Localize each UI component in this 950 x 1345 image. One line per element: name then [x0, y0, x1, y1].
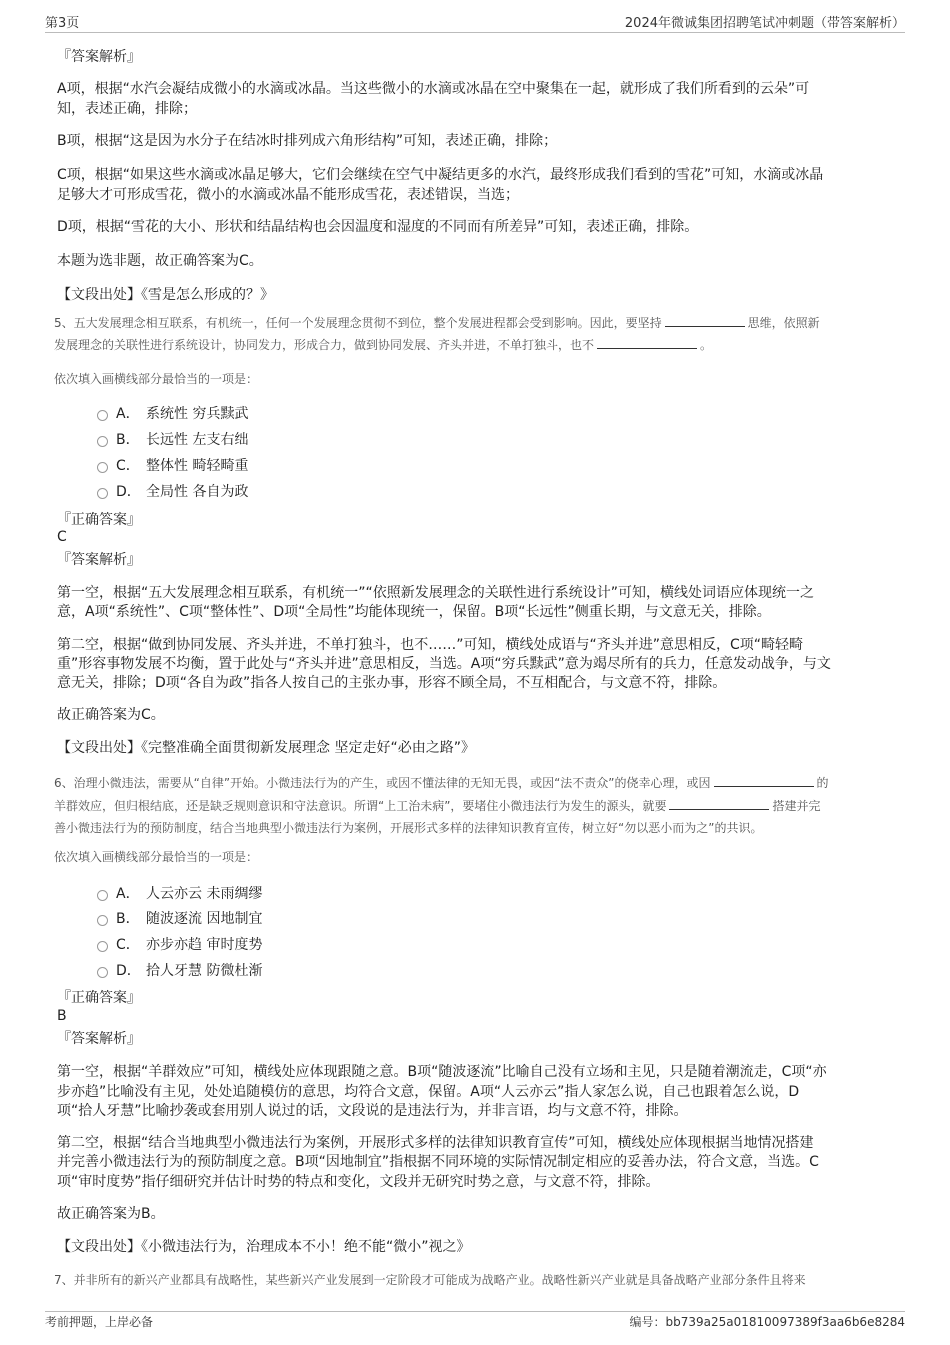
option-b[interactable] [97, 908, 262, 928]
option-key: D． [116, 963, 141, 979]
option-key: A． [116, 886, 140, 902]
analysis-text: 项“拾人牙慧”比喻抄袭或套用别人说过的话，文段说的是违法行为，并非言语，均与文意不符，排除。 [57, 1103, 688, 1119]
analysis-text: 意，A项“系统性”、C项“整体性”、D项“全局性”均能体现统一，保留。B项“长远性”侧重长期，与文意无关，排除。 [57, 604, 771, 620]
analysis-text: 第一空，根据“羊群效应”可知，横线处应体现跟随之意。B项“随波逐流”比喻自己没有立场和主见，只是随着潮流走，C项“亦 [57, 1064, 827, 1080]
analysis-label: 『答案解析』 [57, 552, 141, 568]
question-text [54, 312, 820, 334]
conclusion: 故正确答案为C。 [57, 707, 165, 723]
analysis-label: 『答案解析』 [57, 49, 141, 65]
question-line: 5、五大发展理念相互联系，有机统一，任何一个发展理念贯彻不到位，整个发展进程都会受到影响。因此，要坚持 [54, 316, 662, 330]
radio-icon[interactable] [97, 410, 108, 421]
analysis-text: C项，根据“如果这些水滴或冰晶足够大，它们会继续在空气中凝结更多的水汽，最终形成我们看到的雪花”可知，水滴或冰晶 [57, 167, 824, 183]
option-text: 长远性 左支右绌 [146, 432, 249, 448]
blank [665, 314, 745, 327]
question-line: 6、治理小微违法，需要从“自律”开始。小微违法行为的产生，或因不懂法律的无知无畏，或因“法不责众”的侥幸心理，或因 [54, 776, 711, 790]
option-text: 系统性 穷兵黩武 [146, 406, 249, 422]
analysis-text: D项，根据“雪花的大小、形状和结晶结构也会因温度和湿度的不同而有所差异”可知，表述正确，排除。 [57, 219, 699, 235]
conclusion: 本题为选非题，故正确答案为C。 [57, 253, 263, 269]
analysis-text: 第二空，根据“做到协同发展、齐头并进，不单打独斗，也不……”可知，横线处成语与“齐头并进”意思相反，C项“畸轻畸 [57, 637, 804, 653]
radio-icon[interactable] [97, 488, 108, 499]
question-line: 思维，依照新 [747, 316, 820, 330]
option-d[interactable] [97, 960, 262, 980]
analysis-text: 项“审时度势”指仔细研究并估计时势的特点和变化，文段并无研究时势之意，与文意不符，排除。 [57, 1174, 660, 1190]
option-key: C． [116, 458, 140, 474]
option-key: B． [116, 911, 140, 927]
source: 【文段出处】《小微违法行为，治理成本不小！绝不能“微小”视之》 [57, 1239, 471, 1255]
question-line: 搭建并完 [772, 799, 821, 813]
option-key: C． [116, 937, 140, 953]
question-line: 的 [816, 776, 829, 790]
radio-icon[interactable] [97, 436, 108, 447]
option-text: 人云亦云 未雨绸缪 [146, 886, 263, 902]
analysis-text: 意无关，排除；D项“各自为政”指各人按自己的主张办事，形容不顾全局，不互相配合，与文意不符，排除。 [57, 675, 727, 691]
question-line: 。 [700, 338, 713, 352]
document-title: 2024年微诚集团招聘笔试冲刺题（带答案解析） [624, 16, 905, 31]
radio-icon[interactable] [97, 941, 108, 952]
footer-divider [45, 1311, 905, 1312]
blank [669, 797, 769, 810]
question-line: 发展理念的关联性进行系统设计，协同发力，形成合力，做到协同发展、齐头并进，不单打独斗，也不 [54, 338, 595, 352]
option-text: 全局性 各自为政 [146, 484, 249, 500]
question-text [54, 795, 820, 817]
analysis-text: 第一空，根据“五大发展理念相互联系，有机统一”“依照新发展理念的关联性进行系统设计”可知，横线处词语应体现统一之 [57, 585, 815, 601]
option-text: 随波逐流 因地制宜 [146, 911, 263, 927]
conclusion: 故正确答案为B。 [57, 1206, 165, 1222]
option-text: 亦步亦趋 审时度势 [146, 937, 263, 953]
option-a[interactable] [97, 403, 248, 423]
analysis-label: 『答案解析』 [57, 1031, 141, 1047]
option-text: 拾人牙慧 防微杜渐 [146, 963, 263, 979]
option-d[interactable] [97, 481, 248, 501]
option-key: A． [116, 406, 140, 422]
source: 【文段出处】《完整准确全面贯彻新发展理念 坚定走好“必由之路”》 [57, 740, 475, 756]
question-prompt: 依次填入画横线部分最恰当的一项是： [54, 850, 259, 864]
source: 【文段出处】《雪是怎么形成的？》 [57, 287, 274, 303]
question-text: 7、并非所有的新兴产业都具有战略性，某些新兴产业发展到一定阶段才可能成为战略产业。战略性新兴产业就是具备战略产业部分条件且将来 [54, 1273, 806, 1287]
document-id: 编号：bb739a25a01810097389f3aa6b6e8284 [629, 1315, 905, 1329]
option-a[interactable] [97, 883, 262, 903]
analysis-text: B项，根据“这是因为水分子在结冰时排列成六角形结构”可知，表述正确，排除； [57, 133, 558, 149]
analysis-text: 重”形容事物发展不均衡，置于此处与“齐头并进”意思相反，当选。A项“穷兵黩武”意为竭尽所有的兵力，任意发动战争，与文 [57, 656, 831, 672]
analysis-text: 并完善小微违法行为的预防制度之意。B项“因地制宜”指根据不同环境的实际情况制定相应的妥善办法，符合文意，当选。C [57, 1154, 819, 1170]
blank [597, 336, 697, 349]
question-text [54, 772, 829, 794]
header-divider [45, 32, 905, 33]
option-c[interactable] [97, 934, 262, 954]
footer-slogan: 考前押题，上岸必备 [45, 1315, 154, 1329]
answer-label: 『正确答案』 [57, 990, 141, 1006]
question-line: 羊群效应，但归根结底，还是缺乏规则意识和守法意识。所谓“上工治未病”，要堵住小微违法行为发生的源头，就要 [54, 799, 667, 813]
radio-icon[interactable] [97, 915, 108, 926]
answer: B [57, 1008, 67, 1024]
analysis-text: 足够大才可形成雪花，微小的水滴或冰晶不能形成雪花，表述错误，当选； [57, 187, 519, 203]
blank [714, 774, 814, 787]
analysis-text: 知，表述正确，排除； [57, 101, 197, 117]
analysis-text: A项，根据“水汽会凝结成微小的水滴或冰晶。当这些微小的水滴或冰晶在空中聚集在一起，就形成了我们所看到的云朵”可 [57, 81, 810, 97]
option-key: B． [116, 432, 140, 448]
radio-icon[interactable] [97, 967, 108, 978]
radio-icon[interactable] [97, 890, 108, 901]
analysis-text: 步亦趋”比喻没有主见，处处追随模仿的意思，均符合文意，保留。A项“人云亦云”指人家怎么说，自己也跟着怎么说，D [57, 1084, 800, 1100]
question-text: 善小微违法行为的预防制度，结合当地典型小微违法行为案例，开展形式多样的法律知识教育宣传，树立好“勿以恶小而为之”的共识。 [54, 821, 763, 835]
question-text [54, 334, 712, 356]
answer: C [57, 529, 67, 545]
option-text: 整体性 畸轻畸重 [146, 458, 249, 474]
option-c[interactable] [97, 455, 248, 475]
radio-icon[interactable] [97, 462, 108, 473]
option-b[interactable] [97, 429, 248, 449]
page-number: 第3页 [45, 16, 80, 31]
analysis-text: 第二空，根据“结合当地典型小微违法行为案例，开展形式多样的法律知识教育宣传”可知，横线处应体现根据当地情况搭建 [57, 1135, 814, 1151]
answer-label: 『正确答案』 [57, 512, 141, 528]
option-key: D． [116, 484, 141, 500]
question-prompt: 依次填入画横线部分最恰当的一项是： [54, 372, 259, 386]
